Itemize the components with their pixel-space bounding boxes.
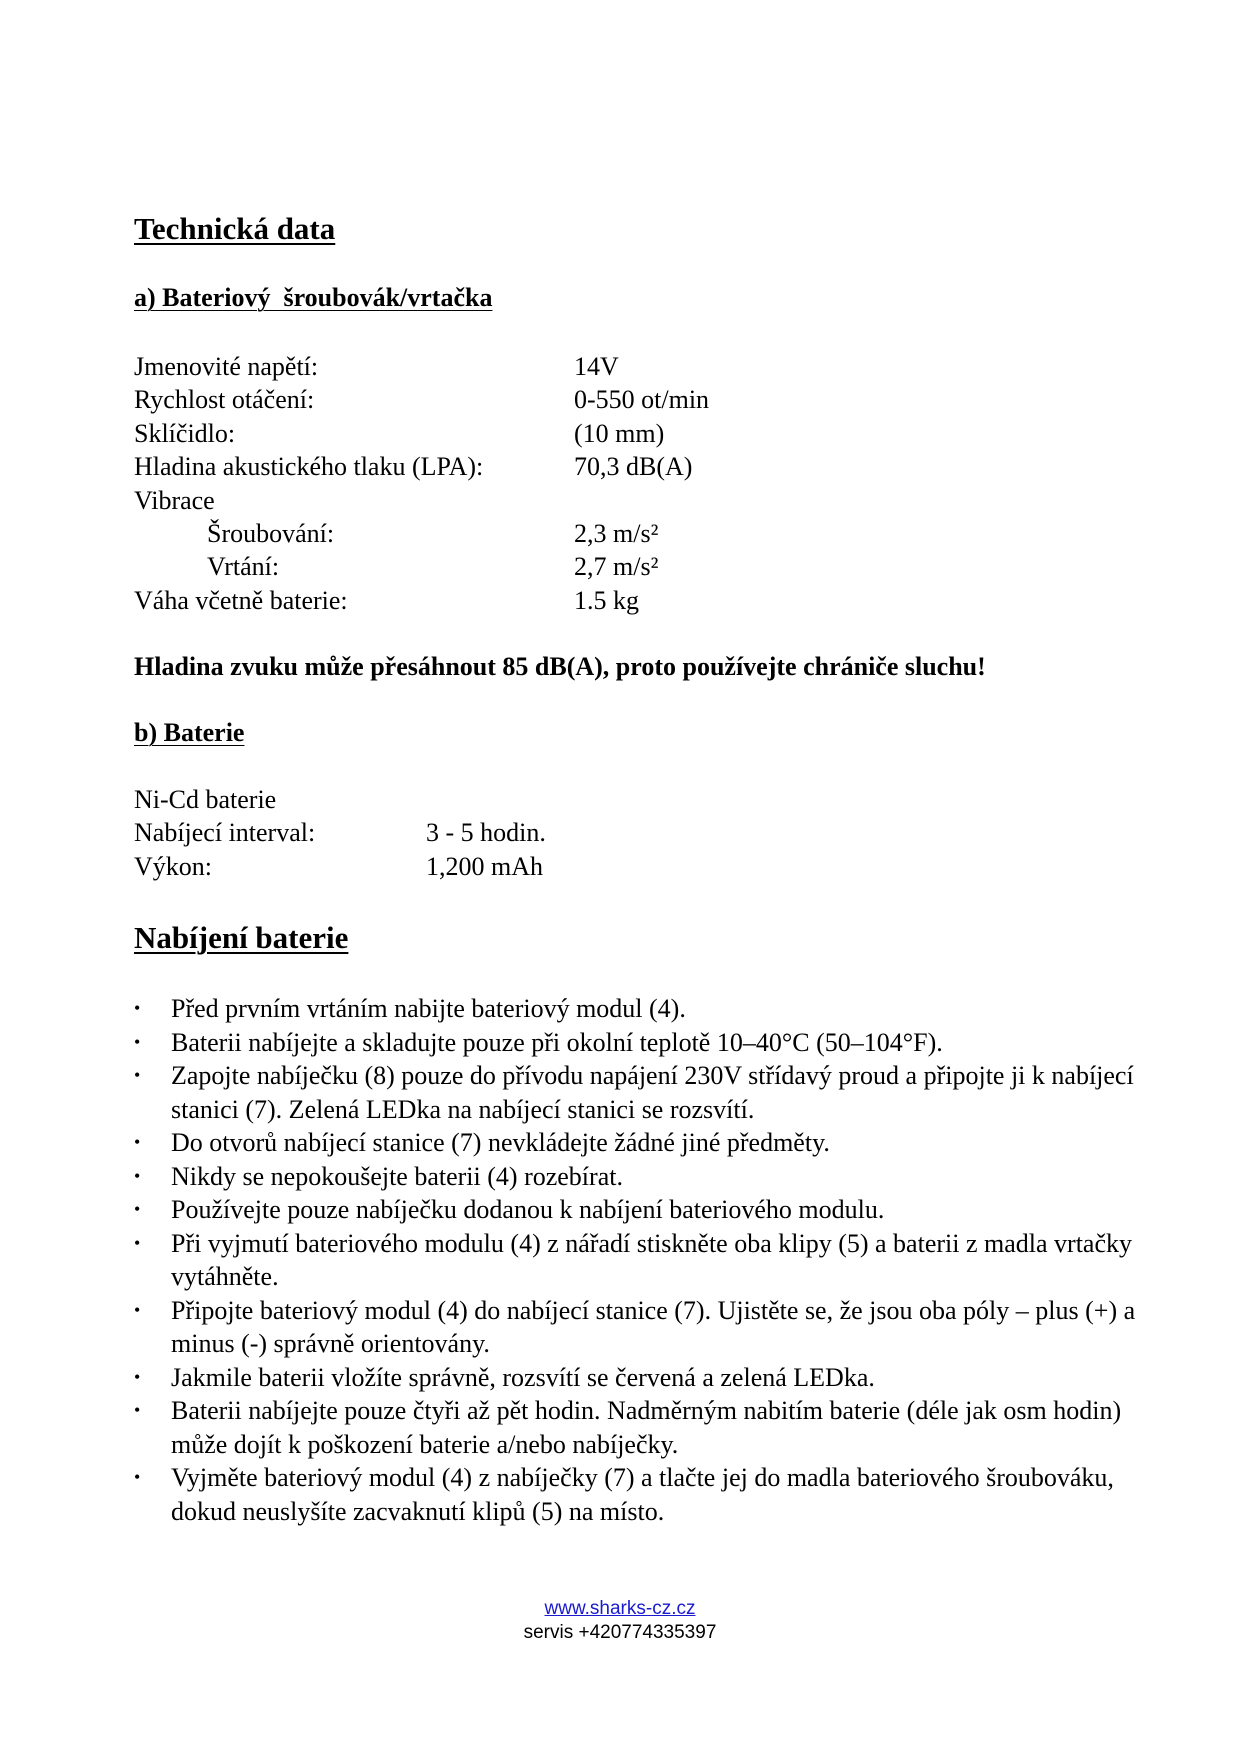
spec-value: 0-550 ot/min: [574, 385, 710, 415]
spec-value: 1,200 mAh: [426, 851, 543, 881]
list-item-text: Vyjměte bateriový modul (4) z nabíječky (7) a tlačte jej do madla bateriového šroubováku, dokud neuslyšíte zacvaknutí klipů (5) na místo.: [171, 1463, 1114, 1526]
spec-value: 70,3 dB(A): [574, 452, 693, 482]
bullet-icon: •: [134, 1065, 141, 1085]
bullet-icon: •: [134, 1232, 141, 1253]
subheading-drill: a) Bateriový šroubovák/vrtačka: [134, 283, 493, 312]
bullet-icon: •: [134, 1400, 141, 1420]
list-item-text: Nikdy se nepokoušejte baterii (4) rozebírat.: [171, 1161, 623, 1191]
spec-label: Ni-Cd baterie: [134, 785, 277, 814]
battery-spec-table: [134, 783, 546, 883]
spec-label: Rychlost otáčení:: [134, 385, 315, 415]
spec-row-chuck: [134, 417, 665, 450]
spec-row-vibration: [134, 484, 483, 517]
list-item: [134, 1361, 1144, 1395]
website-link[interactable]: www.sharks-cz.cz: [544, 1598, 696, 1619]
spec-row-voltage: [134, 350, 619, 383]
bullet-icon: •: [134, 998, 141, 1018]
bullet-icon: •: [134, 1199, 141, 1219]
spec-row-battery-type: [134, 783, 315, 816]
list-item-text: Do otvorů nabíjecí stanice (7) nevkládejte žádné jiné předměty.: [171, 1128, 830, 1157]
section-title-battery-charging: Nabíjení baterie: [134, 920, 349, 955]
spec-label: Vrtání:: [207, 552, 280, 582]
list-item: [134, 1394, 1144, 1461]
list-item-text: Jakmile baterii vložíte správně, rozsvítí se červená a zelená LEDka.: [171, 1362, 875, 1392]
spec-row-charging-interval: [134, 816, 546, 849]
spec-row-speed: [134, 383, 710, 416]
list-item: [134, 1461, 1144, 1528]
spec-label: Hladina akustického tlaku (LPA):: [134, 452, 484, 482]
bullet-icon: •: [134, 1132, 141, 1152]
spec-row-weight: [134, 584, 639, 617]
list-item: [134, 1193, 1144, 1227]
list-item: [134, 1126, 1144, 1160]
page-footer: [0, 1597, 1240, 1645]
bullet-icon: •: [134, 1467, 141, 1487]
list-item: [134, 1059, 1144, 1126]
list-item-text: Před prvním vrtáním nabijte bateriový modul (4).: [171, 994, 686, 1023]
list-item: [134, 1026, 1144, 1060]
spec-value: 2,7 m/s²: [574, 552, 659, 582]
spec-row-capacity: [134, 850, 543, 883]
list-item: [134, 1294, 1144, 1361]
spec-label: Výkon:: [134, 851, 212, 881]
list-item: [134, 1160, 1144, 1194]
spec-row-vibration-drilling: [134, 550, 659, 583]
list-item: [134, 992, 1144, 1026]
bullet-icon: •: [134, 1165, 141, 1186]
service-phone: servis +420774335397: [523, 1622, 717, 1643]
spec-label: Šroubování:: [207, 518, 335, 548]
spec-value: (10 mm): [574, 418, 665, 448]
bullet-icon: •: [134, 1031, 141, 1052]
bullet-icon: •: [134, 1366, 141, 1387]
section-title-technical-data: Technická data: [134, 211, 336, 246]
list-item-text: Baterii nabíjejte pouze čtyři až pět hodin. Nadměrným nabitím baterie (déle jak osm hodin) může dojít k poškození baterie a/nebo nabíječky.: [171, 1396, 1122, 1459]
spec-row-sound-pressure: [134, 450, 693, 483]
bullet-icon: •: [134, 1299, 141, 1320]
list-item: [134, 1227, 1144, 1294]
list-item-text: Při vyjmutí bateriového modulu (4) z nářadí stiskněte oba klipy (5) a baterii z madla vrtačky vytáhněte.: [171, 1228, 1132, 1291]
spec-label: Váha včetně baterie:: [134, 585, 348, 615]
spec-row-vibration-screwing: [134, 517, 659, 550]
subheading-battery: b) Baterie: [134, 718, 245, 747]
hearing-protection-warning: Hladina zvuku může přesáhnout 85 dB(A), proto používejte chrániče sluchu!: [134, 652, 986, 681]
spec-value: 14V: [574, 352, 619, 381]
spec-value: 3 - 5 hodin.: [426, 818, 546, 848]
drill-spec-table: [134, 350, 710, 617]
spec-label: Sklíčidlo:: [134, 418, 236, 448]
list-item-text: Baterii nabíjejte a skladujte pouze při okolní teplotě 10–40°C (50–104°F).: [171, 1027, 943, 1057]
list-item-text: Připojte bateriový modul (4) do nabíjecí stanice (7). Ujistěte se, že jsou oba póly – plus (+) a minus (-) správně orientovány.: [171, 1295, 1136, 1358]
spec-value: 2,3 m/s²: [574, 518, 659, 548]
spec-label: Vibrace: [134, 485, 215, 515]
spec-value: 1.5 kg: [574, 585, 639, 615]
spec-label: Nabíjecí interval:: [134, 818, 316, 848]
charging-instructions-list: [134, 992, 1144, 1528]
spec-label: Jmenovité napětí:: [134, 352, 319, 381]
list-item-text: Zapojte nabíječku (8) pouze do přívodu napájení 230V střídavý proud a připojte ji k nabíjecí stanici (7). Zelená LEDka na nabíjecí stanici se rozsvítí.: [171, 1061, 1134, 1124]
list-item-text: Používejte pouze nabíječku dodanou k nabíjení bateriového modulu.: [171, 1195, 885, 1224]
